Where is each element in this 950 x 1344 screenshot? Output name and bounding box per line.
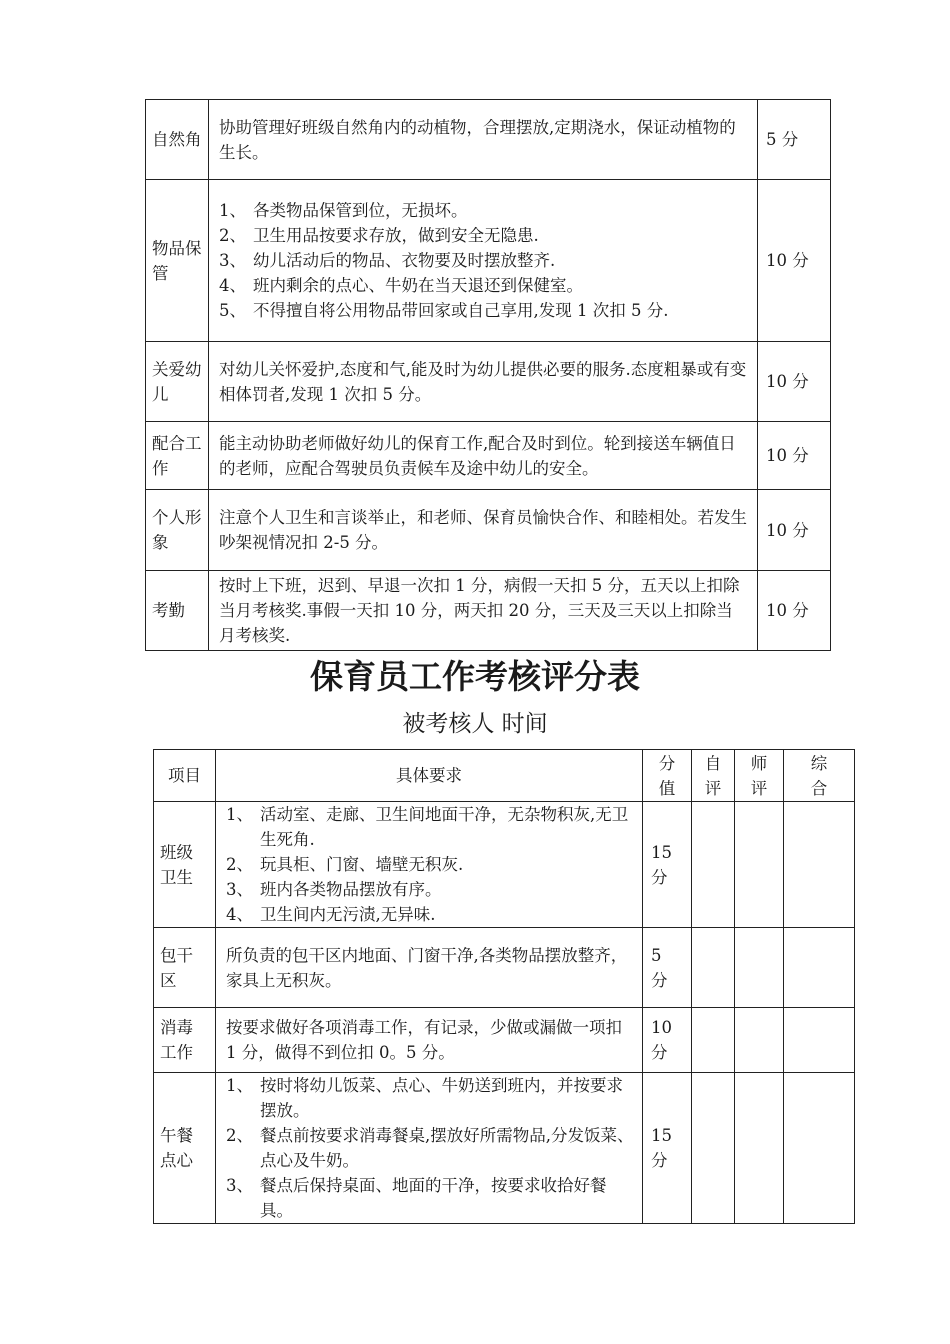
header-total: 综合 <box>784 750 855 802</box>
row-category: 午餐点心 <box>154 1073 216 1224</box>
row-category: 个人形象 <box>146 490 209 571</box>
list-item: 4、 卫生间内无污渍,无异味. <box>226 905 436 924</box>
row-category: 配合工作 <box>146 422 209 490</box>
evaluation-table-continued <box>145 99 831 651</box>
list-item: 4、 班内剩余的点心、牛奶在当天退还到保健室。 <box>219 276 583 295</box>
table-row <box>146 342 831 422</box>
list-item: 2、 玩具柜、门窗、墙壁无积灰. <box>226 855 464 874</box>
header-item: 项目 <box>154 750 216 802</box>
table-row <box>146 490 831 571</box>
self-evaluation-cell <box>692 1008 735 1073</box>
table-header-row <box>154 750 855 802</box>
list-item: 3、 班内各类物品摆放有序。 <box>226 880 442 899</box>
row-requirement: 按时上下班，迟到、早退一次扣 1 分，病假一天扣 5 分，五天以上扣除当月考核奖.事假一天扣 10 分，两天扣 20 分，三天及三天以上扣除当月考核奖. <box>209 571 758 651</box>
list-item: 1、 活动室、走廊、卫生间地面干净，无杂物积灰,无卫生死角. <box>226 805 629 849</box>
row-score: 15 分 <box>643 802 692 928</box>
table-row <box>154 802 855 928</box>
table-row <box>146 571 831 651</box>
row-requirement: 协助管理好班级自然角内的动植物，合理摆放,定期浇水，保证动植物的生长。 <box>209 100 758 180</box>
row-requirement-list <box>216 802 643 928</box>
table-row <box>154 1008 855 1073</box>
self-evaluation-cell <box>692 802 735 928</box>
list-item: 2、 餐点前按要求消毒餐桌,摆放好所需物品,分发饭菜、点心及牛奶。 <box>226 1126 634 1170</box>
row-score: 10 分 <box>643 1008 692 1073</box>
header-self-evaluation: 自评 <box>692 750 735 802</box>
self-evaluation-cell <box>692 928 735 1008</box>
header-teacher-evaluation: 师评 <box>735 750 784 802</box>
table-row <box>146 180 831 342</box>
row-score: 10 分 <box>758 490 831 571</box>
row-requirement: 所负责的包干区内地面、门窗干净,各类物品摆放整齐，家具上无积灰。 <box>216 928 643 1008</box>
teacher-evaluation-cell <box>735 1008 784 1073</box>
total-cell <box>784 928 855 1008</box>
evaluation-table <box>153 749 855 1224</box>
row-score: 10 分 <box>758 422 831 490</box>
row-requirement: 能主动协助老师做好幼儿的保育工作,配合及时到位。轮到接送车辆值日的老师，应配合驾驶员负责候车及途中幼儿的安全。 <box>209 422 758 490</box>
row-requirement: 按要求做好各项消毒工作，有记录，少做或漏做一项扣 1 分，做得不到位扣 0。5 分。 <box>216 1008 643 1073</box>
teacher-evaluation-cell <box>735 1073 784 1224</box>
row-requirement-list <box>216 1073 643 1224</box>
row-score: 5 分 <box>643 928 692 1008</box>
row-score: 10 分 <box>758 180 831 342</box>
row-score: 5 分 <box>758 100 831 180</box>
list-item: 5、 不得擅自将公用物品带回家或自己享用,发现 1 次扣 5 分. <box>219 301 669 320</box>
total-cell <box>784 802 855 928</box>
header-requirement: 具体要求 <box>216 750 643 802</box>
page-subtitle: 被考核人 时间 <box>402 711 548 737</box>
list-item: 2、 卫生用品按要求存放，做到安全无隐患. <box>219 226 539 245</box>
table-row <box>146 100 831 180</box>
row-score: 10 分 <box>758 342 831 422</box>
teacher-evaluation-cell <box>735 928 784 1008</box>
row-category: 班级卫生 <box>154 802 216 928</box>
table-row <box>154 928 855 1008</box>
row-category: 自然角 <box>146 100 209 180</box>
list-item: 3、 餐点后保持桌面、地面的干净，按要求收拾好餐具。 <box>226 1176 607 1220</box>
row-requirement: 对幼儿关怀爱护,态度和气,能及时为幼儿提供必要的服务.态度粗暴或有变相体罚者,发现 1 次扣 5 分。 <box>209 342 758 422</box>
row-category: 物品保管 <box>146 180 209 342</box>
table-row <box>146 422 831 490</box>
self-evaluation-cell <box>692 1073 735 1224</box>
total-cell <box>784 1008 855 1073</box>
row-requirement: 注意个人卫生和言谈举止，和老师、保育员愉快合作、和睦相处。若发生吵架视情况扣 2-5 分。 <box>209 490 758 571</box>
table-row <box>154 1073 855 1224</box>
teacher-evaluation-cell <box>735 802 784 928</box>
row-score: 15 分 <box>643 1073 692 1224</box>
page-title: 保育员工作考核评分表 <box>310 657 640 696</box>
row-category: 考勤 <box>146 571 209 651</box>
list-item: 1、 按时将幼儿饭菜、点心、牛奶送到班内，并按要求摆放。 <box>226 1076 623 1120</box>
row-category: 关爱幼儿 <box>146 342 209 422</box>
list-item: 1、 各类物品保管到位，无损坏。 <box>219 201 468 220</box>
header-score: 分值 <box>643 750 692 802</box>
row-score: 10 分 <box>758 571 831 651</box>
list-item: 3、 幼儿活动后的物品、衣物要及时摆放整齐. <box>219 251 556 270</box>
row-requirement-list <box>209 180 758 342</box>
row-category: 包干区 <box>154 928 216 1008</box>
row-category: 消毒工作 <box>154 1008 216 1073</box>
total-cell <box>784 1073 855 1224</box>
